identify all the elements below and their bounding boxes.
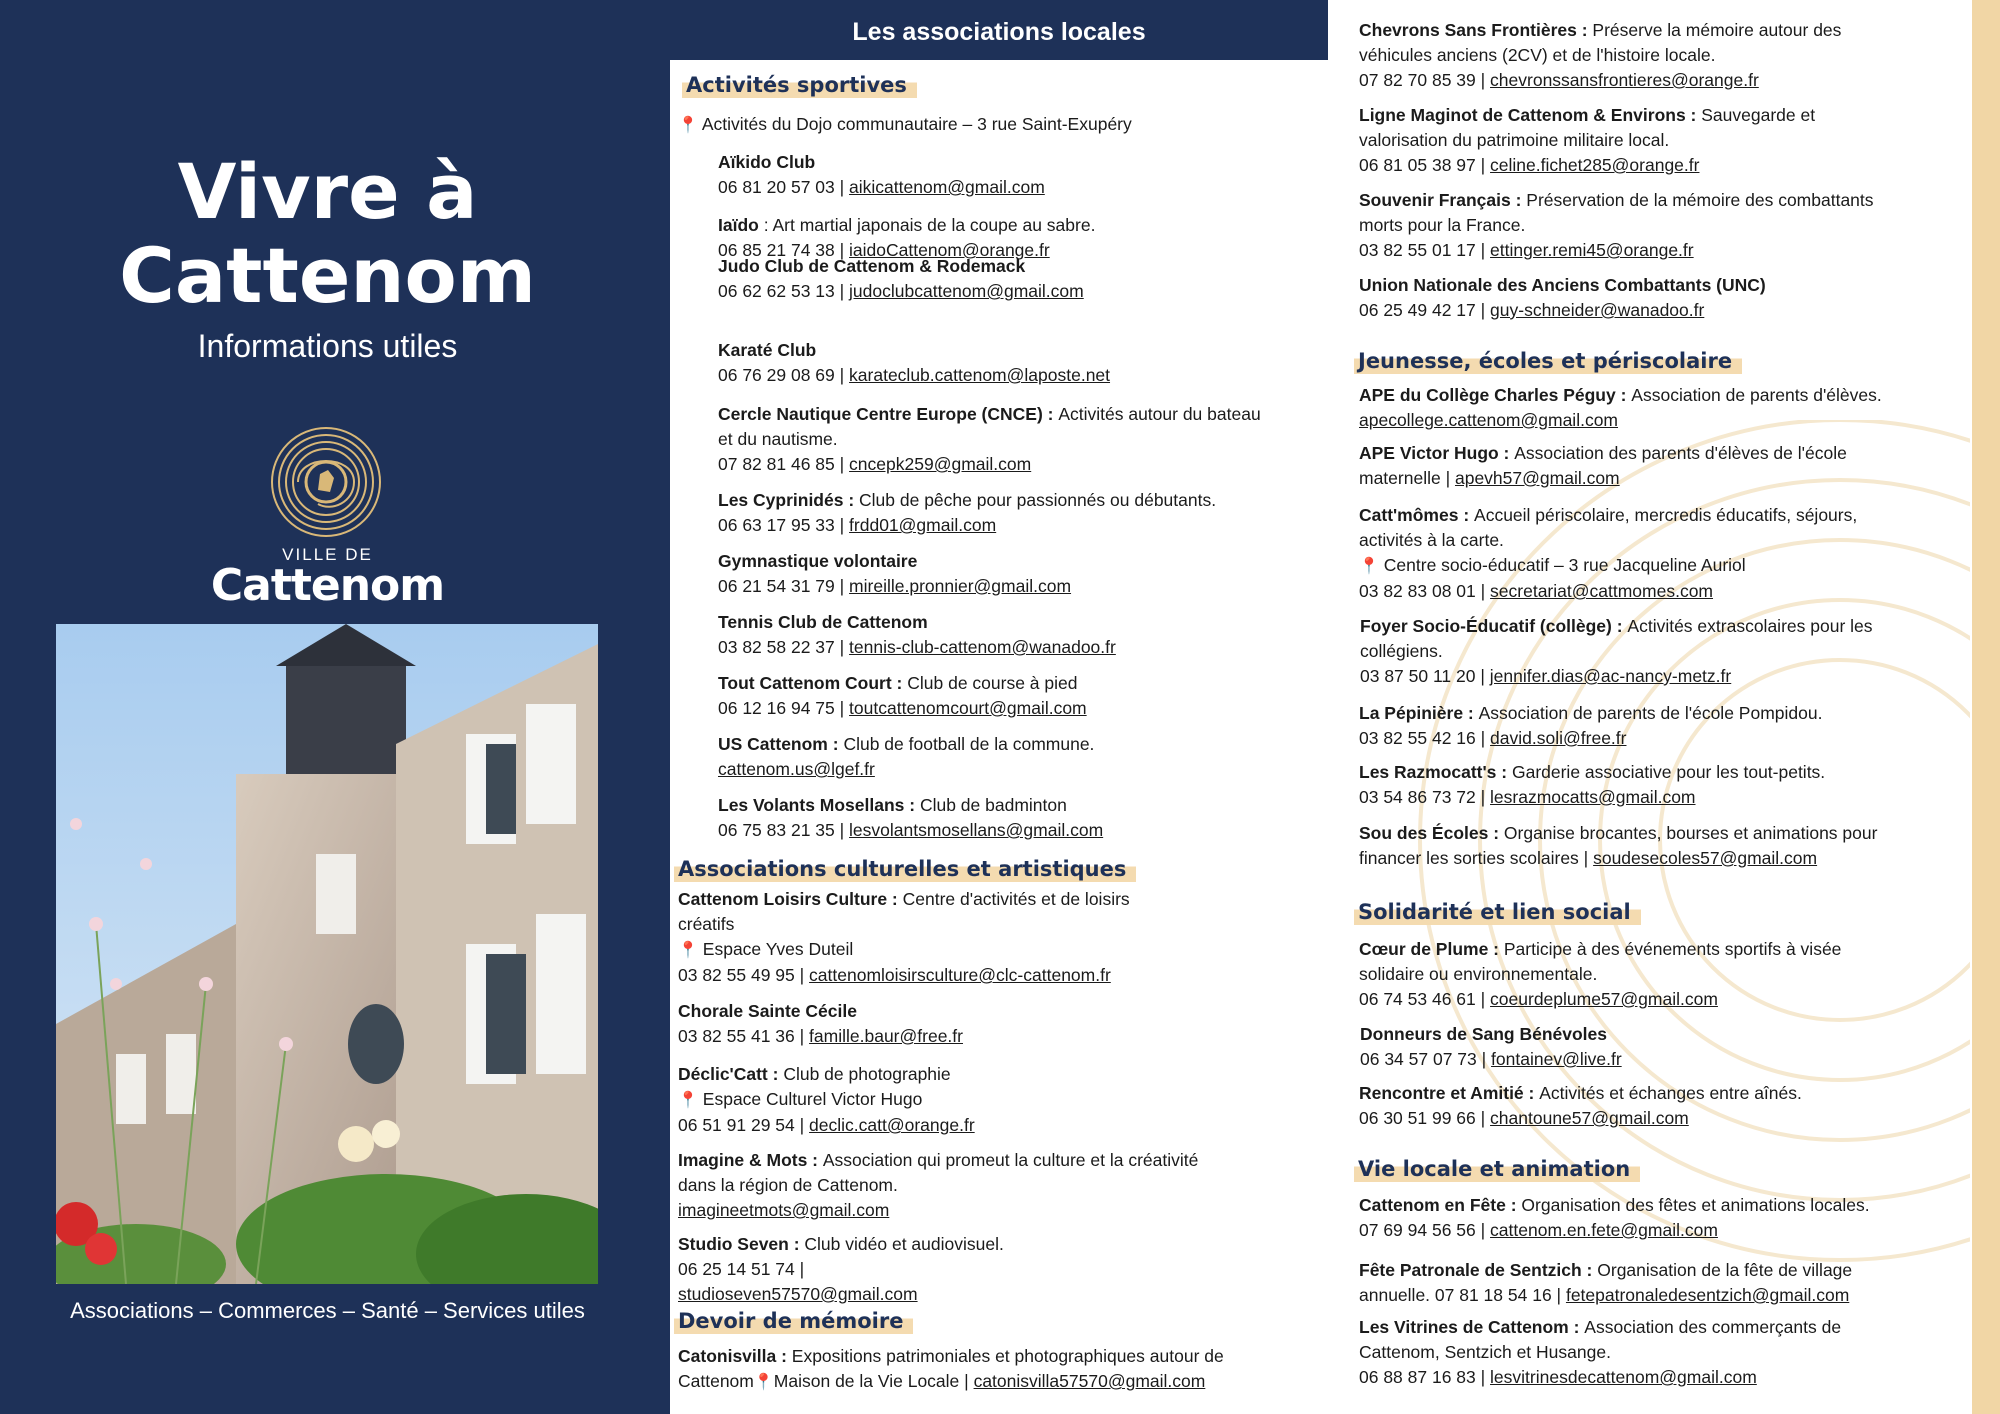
entry-judo: Judo Club de Cattenom & Rodemack 06 62 62 53 13 | judoclubcattenom@gmail.com	[718, 256, 1084, 301]
email-link[interactable]: fontainev@live.fr	[1491, 1049, 1622, 1069]
email-link[interactable]: cattenom.en.fete@gmail.com	[1490, 1220, 1718, 1240]
entry-chevrons: Chevrons Sans Frontières : Préserve la mémoire autour des véhicules anciens (2CV) et de l'histoire locale. 07 82 70 85 39 | chevronssansfrontieres@orange.fr	[1359, 20, 1842, 90]
cover-footer: Associations – Commerces – Santé – Services utiles	[70, 1298, 585, 1323]
email-link[interactable]: chantoune57@gmail.com	[1490, 1108, 1689, 1128]
header-title: Les associations locales	[852, 18, 1146, 46]
entry-cnce: Cercle Nautique Centre Europe (CNCE) : Activités autour du bateau et du nautisme. 07 82 81 46 85 | cncepk259@gmail.com	[718, 404, 1261, 474]
dojo-location: 📍 Activités du Dojo communautaire – 3 rue Saint-Exupéry	[678, 114, 1132, 134]
email-link[interactable]: toutcattenomcourt@gmail.com	[849, 698, 1087, 718]
email-link[interactable]: chevronssansfrontieres@orange.fr	[1490, 70, 1759, 90]
logo-city-name: Cattenom	[210, 560, 445, 611]
email-link[interactable]: david.soli@free.fr	[1490, 728, 1627, 748]
location-pin-icon: 📍	[678, 1092, 698, 1109]
entry-razmocatts: Les Razmocatt's : Garderie associative pour les tout-petits. 03 54 86 73 72 | lesrazmocatts@gmail.com	[1359, 762, 1826, 807]
entry-sou-des-ecoles: Sou des Écoles : Organise brocantes, bourses et animations pour financer les sorties scolaires | soudesecoles57@gmail.com	[1359, 823, 1878, 868]
entry-volants-mosellans: Les Volants Mosellans : Club de badminton 06 75 83 21 35 | lesvolantsmosellans@gmail.com	[718, 795, 1104, 840]
entry-donneurs-de-sang: Donneurs de Sang Bénévoles 06 34 57 07 73 | fontainev@live.fr	[1360, 1024, 1622, 1069]
entry-vitrines-de-cattenom: Les Vitrines de Cattenom : Association des commerçants de Cattenom, Sentzich et Husange. 06 88 87 16 83 | lesvitrinesdecattenom@gmail.com	[1359, 1317, 1842, 1387]
email-link[interactable]: imagineetmots@gmail.com	[678, 1200, 890, 1220]
cover-subtitle: Informations utiles	[197, 328, 458, 364]
email-link[interactable]: coeurdeplume57@gmail.com	[1490, 989, 1718, 1009]
email-link[interactable]: declic.catt@orange.fr	[809, 1115, 975, 1135]
email-link[interactable]: famille.baur@free.fr	[809, 1026, 963, 1046]
logo-ville-de: VILLE DE	[282, 545, 373, 564]
email-link[interactable]: jennifer.dias@ac-nancy-metz.fr	[1489, 666, 1732, 686]
email-link[interactable]: lesvolantsmosellans@gmail.com	[849, 820, 1104, 840]
entry-unc: Union Nationale des Anciens Combattants (UNC) 06 25 49 42 17 | guy-schneider@wanadoo.fr	[1359, 275, 1766, 320]
location-pin-icon: 📍	[753, 1374, 774, 1391]
entry-souvenir-francais: Souvenir Français : Préservation de la mémoire des combattants morts pour la France. 03 82 55 01 17 | ettinger.remi45@orange.fr	[1359, 190, 1874, 260]
entry-us-cattenom: US Cattenom : Club de football de la commune. cattenom.us@lgef.fr	[718, 734, 1095, 779]
entry-karate: Karaté Club 06 76 29 08 69 | karateclub.cattenom@laposte.net	[718, 340, 1111, 385]
entry-fete-patronale-sentzich: Fête Patronale de Sentzich : Organisation de la fête de village annuelle. 07 81 18 54 16 | fetepatronaledesentzich@gmail.com	[1359, 1260, 1853, 1305]
email-link[interactable]: cattenom.us@lgef.fr	[718, 759, 875, 779]
location-pin-icon: 📍	[678, 942, 698, 959]
email-link[interactable]: guy-schneider@wanadoo.fr	[1490, 300, 1705, 320]
email-link[interactable]: tennis-club-cattenom@wanadoo.fr	[849, 637, 1116, 657]
email-link[interactable]: lesrazmocatts@gmail.com	[1490, 787, 1696, 807]
email-link[interactable]: frdd01@gmail.com	[849, 515, 997, 535]
entry-ape-peguy: APE du Collège Charles Péguy : Association de parents d'élèves. apecollege.cattenom@gmail.com	[1359, 385, 1882, 430]
email-link[interactable]: aikicattenom@gmail.com	[849, 177, 1045, 197]
email-link[interactable]: fetepatronaledesentzich@gmail.com	[1565, 1285, 1850, 1305]
section-heading-vie-locale: Vie locale et animation	[1354, 1156, 1640, 1182]
entry-ape-victor-hugo: APE Victor Hugo : Association des parents d'élèves de l'école maternelle | apevh57@gmail.com	[1359, 443, 1847, 488]
entry-coeur-de-plume: Cœur de Plume : Participe à des événements sportifs à visée solidaire ou environnementale. 06 74 53 46 61 | coeurdeplume57@gmail.com	[1359, 939, 1842, 1009]
email-link[interactable]: studioseven57570@gmail.com	[678, 1284, 918, 1304]
entry-imagine-mots: Imagine & Mots : Association qui promeut la culture et la créativité dans la région de Cattenom. imagineetmots@gmail.com	[678, 1150, 1199, 1220]
entry-studio-seven: Studio Seven : Club vidéo et audiovisuel. 06 25 14 51 74 | studioseven57570@gmail.com	[678, 1234, 1004, 1304]
cover-title-line2: Cattenom	[119, 231, 536, 320]
section-heading-jeunesse: Jeunesse, écoles et périscolaire	[1354, 348, 1742, 374]
email-link[interactable]: apevh57@gmail.com	[1454, 468, 1620, 488]
entry-catonisvilla: Catonisvilla : Expositions patrimoniales et photographiques autour de Cattenom📍Maison de la Vie Locale | catonisvilla57570@gmail.com	[678, 1346, 1224, 1391]
email-link[interactable]: cncepk259@gmail.com	[849, 454, 1032, 474]
entry-cyprinides: Les Cyprinidés : Club de pêche pour passionnés ou débutants. 06 63 17 95 33 | frdd01@gmail.com	[718, 490, 1217, 535]
email-link[interactable]: cattenomloisirsculture@clc-cattenom.fr	[809, 965, 1111, 985]
location-pin-icon: 📍	[678, 117, 698, 134]
entry-cattmomes: Catt'mômes : Accueil périscolaire, mercredis éducatifs, séjours, activités à la carte. 📍 Centre socio-éducatif – 3 rue Jacqueline Auriol 03 82 83 08 01 | secretariat@cattmomes.com	[1359, 505, 1858, 601]
entry-tout-cattenom-court: Tout Cattenom Court : Club de course à pied 06 12 16 94 75 | toutcattenomcourt@gmail.com	[718, 673, 1087, 718]
email-link[interactable]: apecollege.cattenom@gmail.com	[1359, 410, 1619, 430]
entry-declic-catt: Déclic'Catt : Club de photographie 📍 Espace Culturel Victor Hugo 06 51 91 29 54 | declic.catt@orange.fr	[678, 1064, 975, 1135]
entry-chorale: Chorale Sainte Cécile 03 82 55 41 36 | famille.baur@free.fr	[678, 1001, 963, 1046]
entry-foyer-socio-educatif: Foyer Socio-Éducatif (collège) : Activités extrascolaires pour les collégiens. 03 87 50 11 20 | jennifer.dias@ac-nancy-metz.fr	[1360, 616, 1873, 686]
entry-tennis: Tennis Club de Cattenom 03 82 58 22 37 | tennis-club-cattenom@wanadoo.fr	[718, 612, 1116, 657]
town-hall-photo	[56, 624, 598, 1284]
entry-la-pepiniere: La Pépinière : Association de parents de l'école Pompidou. 03 82 55 42 16 | david.soli@free.fr	[1359, 703, 1823, 748]
location-pin-icon: 📍	[1359, 558, 1379, 575]
email-link[interactable]: celine.fichet285@orange.fr	[1490, 155, 1700, 175]
email-link[interactable]: soudesecoles57@gmail.com	[1593, 848, 1818, 868]
entry-cattenom-en-fete: Cattenom en Fête : Organisation des fêtes et animations locales. 07 69 94 56 56 | cattenom.en.fete@gmail.com	[1359, 1195, 1870, 1240]
gold-edge-band	[1972, 0, 2000, 1414]
email-link[interactable]: ettinger.remi45@orange.fr	[1490, 240, 1694, 260]
entry-rencontre-amitie: Rencontre et Amitié : Activités et échanges entre aînés. 06 30 51 99 66 | chantoune57@gmail.com	[1359, 1083, 1802, 1128]
section-heading-memoire: Devoir de mémoire	[674, 1308, 913, 1334]
entry-ligne-maginot: Ligne Maginot de Cattenom & Environs : Sauvegarde et valorisation du patrimoine militaire local. 06 81 05 38 97 | celine.fichet285@orange.fr	[1359, 105, 1816, 175]
entry-clc: Cattenom Loisirs Culture : Centre d'activités et de loisirs créatifs 📍 Espace Yves Duteil 03 82 55 49 95 | cattenomloisirsculture@clc-cattenom.fr	[678, 889, 1130, 985]
email-link[interactable]: iaidoCattenom@orange.fr	[849, 240, 1050, 260]
entry-aikido: Aïkido Club 06 81 20 57 03 | aikicattenom@gmail.com	[718, 152, 1045, 197]
email-link[interactable]: mireille.pronnier@gmail.com	[849, 576, 1072, 596]
section-heading-culture: Associations culturelles et artistiques	[674, 856, 1136, 882]
section-heading-solidarite: Solidarité et lien social	[1354, 899, 1641, 925]
cover-title-line1: Vivre à	[177, 147, 478, 236]
entry-iaido: Iaïdo : Art martial japonais de la coupe au sabre. 06 85 21 74 38 | iaidoCattenom@orange.fr	[718, 215, 1096, 260]
cover-panel	[0, 0, 670, 1414]
email-link[interactable]: karateclub.cattenom@laposte.net	[849, 365, 1111, 385]
email-link[interactable]: judoclubcattenom@gmail.com	[849, 281, 1084, 301]
email-link[interactable]: catonisvilla57570@gmail.com	[973, 1371, 1206, 1391]
email-link[interactable]: secretariat@cattmomes.com	[1490, 581, 1714, 601]
section-heading-sport: Activités sportives	[682, 72, 917, 98]
city-seal-icon	[268, 424, 384, 540]
header-band	[670, 0, 1328, 60]
email-link[interactable]: lesvitrinesdecattenom@gmail.com	[1490, 1367, 1757, 1387]
entry-gym: Gymnastique volontaire 06 21 54 31 79 | mireille.pronnier@gmail.com	[718, 551, 1072, 596]
